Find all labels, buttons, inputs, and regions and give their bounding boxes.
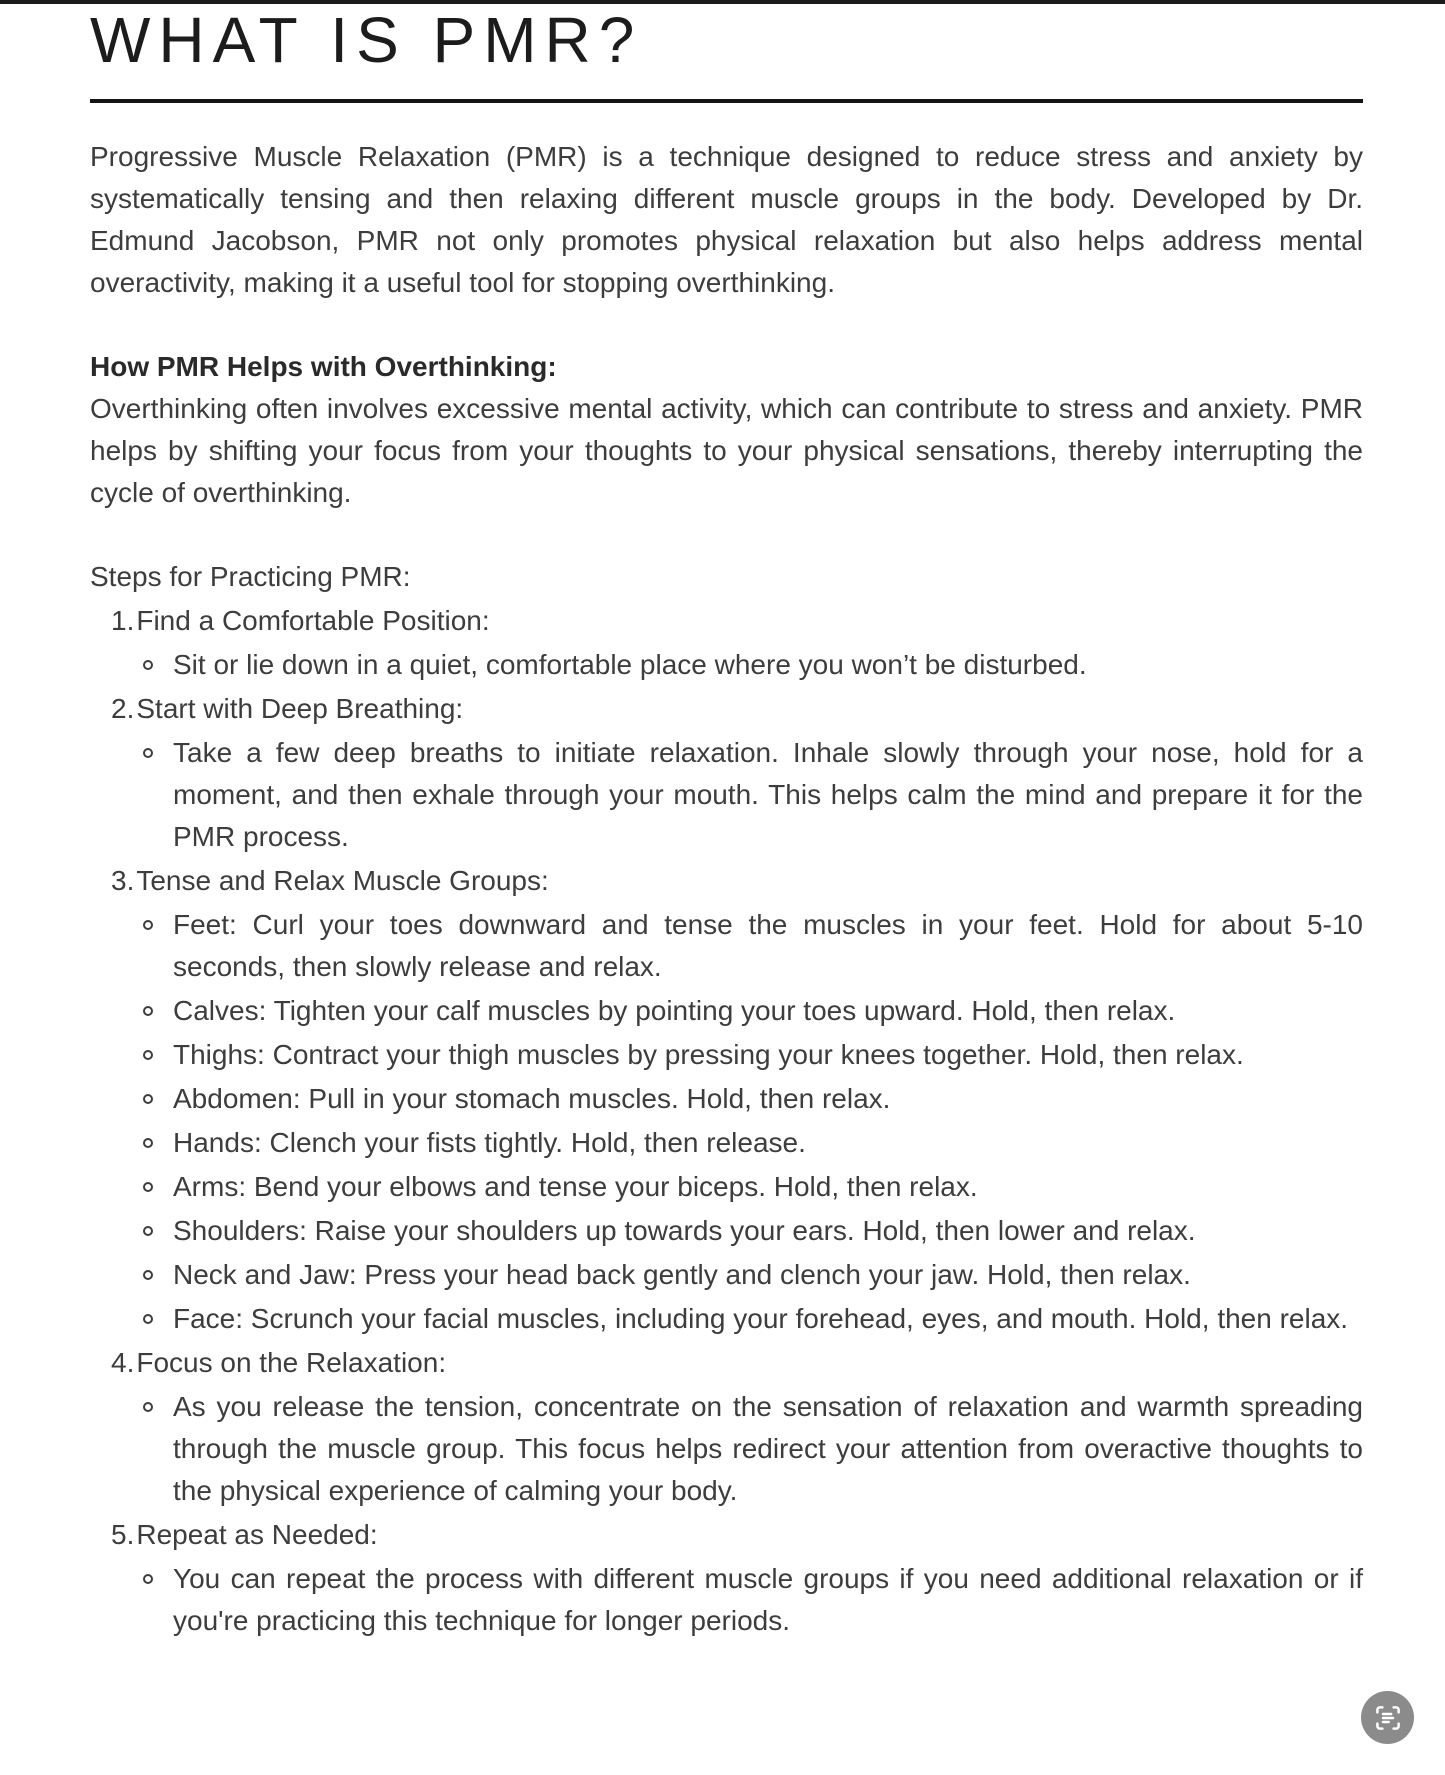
bullet-circle-icon — [143, 1402, 153, 1412]
step-number: 1. — [111, 605, 135, 636]
bullet-text: Thighs: Contract your thigh muscles by pressing your knees together. Hold, then relax. — [173, 1039, 1244, 1070]
bullet-list — [90, 904, 1363, 1340]
bullet-circle-icon — [143, 1094, 153, 1104]
bullet-text: Abdomen: Pull in your stomach muscles. Hold, then relax. — [173, 1083, 891, 1114]
step-number: 4. — [111, 1347, 135, 1378]
bullet-circle-icon — [143, 1182, 153, 1192]
step-label: Repeat as Needed: — [136, 1519, 378, 1550]
bullet-list — [90, 1386, 1363, 1512]
bullet-item — [90, 1122, 1363, 1164]
bullet-circle-icon — [143, 748, 153, 758]
bullet-text: Face: Scrunch your facial muscles, including your forehead, eyes, and mouth. Hold, then relax. — [173, 1303, 1349, 1334]
bullet-circle-icon — [143, 1138, 153, 1148]
bullet-list — [90, 1558, 1363, 1642]
bullet-text: Feet: Curl your toes downward and tense the muscles in your feet. Hold for about 5-10 seconds, then slowly release and relax. — [173, 909, 1363, 982]
bullet-item — [90, 1254, 1363, 1296]
bullet-circle-icon — [143, 1270, 153, 1280]
bullet-item — [90, 1034, 1363, 1076]
overthinking-paragraph: Overthinking often involves excessive mental activity, which can contribute to stress and anxiety. PMR helps by shifting your focus from your thoughts to your physical sensations, thereby interrupting the cycle of overthinking. — [90, 393, 1363, 508]
step-label: Start with Deep Breathing: — [136, 693, 464, 724]
step-item — [90, 860, 1363, 1340]
scan-text-icon — [1373, 1703, 1403, 1733]
bullet-item — [90, 990, 1363, 1032]
bullet-text: You can repeat the process with different muscle groups if you need additional relaxation or if you're practicing this technique for longer periods. — [173, 1563, 1363, 1636]
bullet-item — [90, 904, 1363, 988]
bullet-circle-icon — [143, 1050, 153, 1060]
step-head — [111, 600, 1363, 642]
scan-text-button[interactable] — [1361, 1691, 1414, 1744]
bullet-item — [90, 732, 1363, 858]
bullet-text: Sit or lie down in a quiet, comfortable place where you won’t be disturbed. — [173, 649, 1087, 680]
bullet-text: Neck and Jaw: Press your head back gently and clench your jaw. Hold, then relax. — [173, 1259, 1191, 1290]
step-label: Focus on the Relaxation: — [136, 1347, 447, 1378]
bullet-text: Take a few deep breaths to initiate relaxation. Inhale slowly through your nose, hold for a moment, and then exhale through your mouth. This helps calm the mind and prepare it for the PMR process. — [173, 737, 1363, 852]
step-head — [111, 860, 1363, 902]
steps-section — [90, 556, 1363, 1642]
bullet-circle-icon — [143, 1574, 153, 1584]
bullet-text: Hands: Clench your fists tightly. Hold, then release. — [173, 1127, 806, 1158]
step-item — [90, 1342, 1363, 1512]
intro-paragraph: Progressive Muscle Relaxation (PMR) is a technique designed to reduce stress and anxiety by systematically tensing and then relaxing different muscle groups in the body. Developed by Dr. Edmund Jacobson, PMR not only promotes physical relaxation but also helps address mental overactivity, making it a useful tool for stopping overthinking. — [90, 141, 1363, 298]
bullet-text: As you release the tension, concentrate on the sensation of relaxation and warmth spreading through the muscle group. This focus helps redirect your attention from overactive thoughts to the physical experience of calming your body. — [173, 1391, 1363, 1506]
steps-list — [90, 600, 1363, 1642]
step-head — [111, 688, 1363, 730]
bullet-list — [90, 732, 1363, 858]
bullet-circle-icon — [143, 1006, 153, 1016]
bullet-item — [90, 1210, 1363, 1252]
bullet-text: Arms: Bend your elbows and tense your biceps. Hold, then relax. — [173, 1171, 978, 1202]
step-number: 2. — [111, 693, 135, 724]
bullet-circle-icon — [143, 1314, 153, 1324]
bullet-item — [90, 644, 1363, 686]
step-number: 3. — [111, 865, 135, 896]
bullet-text: Calves: Tighten your calf muscles by pointing your toes upward. Hold, then relax. — [173, 995, 1176, 1026]
step-item — [90, 1514, 1363, 1642]
bullet-item — [90, 1558, 1363, 1642]
steps-heading: Steps for Practicing PMR: — [90, 561, 411, 592]
page-title: WHAT IS PMR? — [90, 4, 643, 76]
bullet-list — [90, 644, 1363, 686]
bullet-item — [90, 1298, 1363, 1340]
overthinking-section — [90, 346, 1363, 514]
step-label: Find a Comfortable Position: — [136, 605, 490, 636]
step-head — [111, 1514, 1363, 1556]
bullet-circle-icon — [143, 660, 153, 670]
bullet-circle-icon — [143, 1226, 153, 1236]
step-label: Tense and Relax Muscle Groups: — [136, 865, 549, 896]
step-head — [111, 1342, 1363, 1384]
title-divider — [90, 99, 1363, 103]
bullet-item — [90, 1078, 1363, 1120]
bullet-item — [90, 1386, 1363, 1512]
bullet-text: Shoulders: Raise your shoulders up towards your ears. Hold, then lower and relax. — [173, 1215, 1196, 1246]
step-item — [90, 688, 1363, 858]
overthinking-heading: How PMR Helps with Overthinking: — [90, 351, 557, 382]
step-number: 5. — [111, 1519, 135, 1550]
step-item — [90, 600, 1363, 686]
bullet-circle-icon — [143, 920, 153, 930]
bullet-item — [90, 1166, 1363, 1208]
